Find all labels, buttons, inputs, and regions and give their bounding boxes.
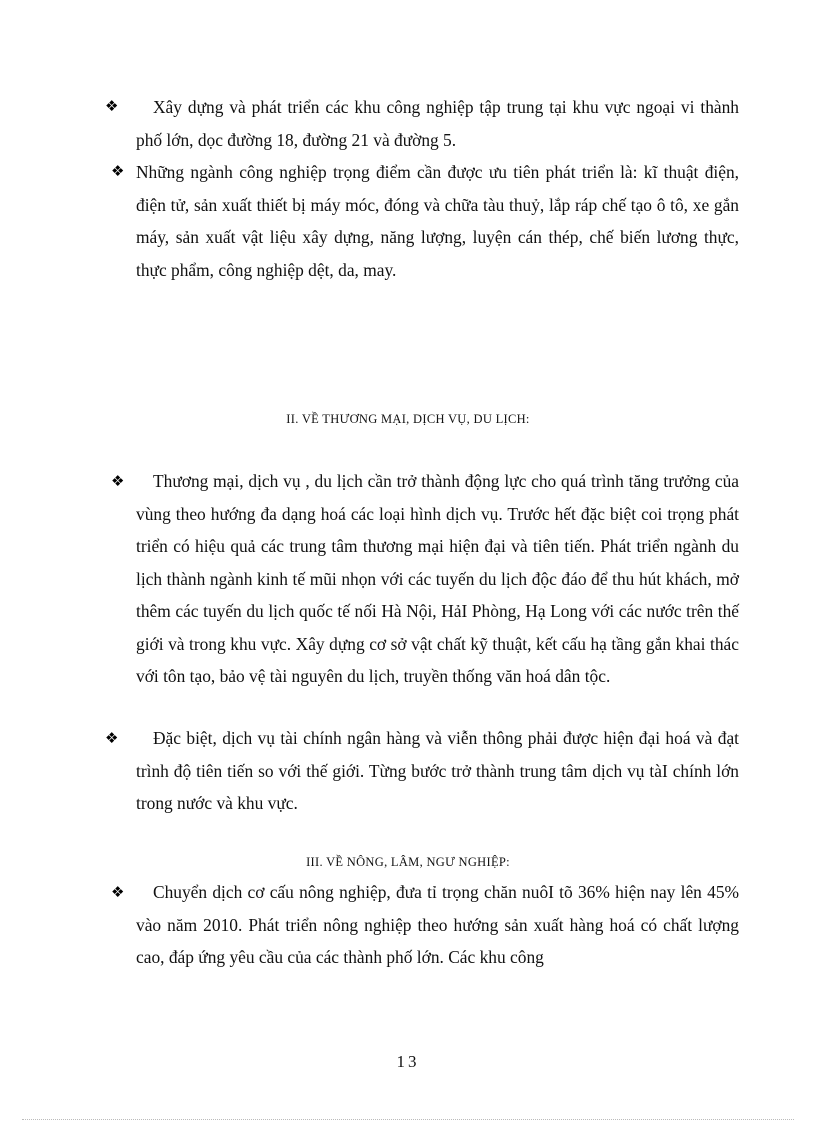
diamond-dots-icon: ❖ xyxy=(111,162,125,180)
diamond-dots-icon: ❖ xyxy=(111,883,125,901)
page-bottom-divider xyxy=(22,1119,794,1120)
paragraph-agriculture xyxy=(136,876,739,974)
paragraph-industrial-zones-text: Xây dựng và phát triển các khu công nghiệp tập trung tại khu vực ngoại vi thành phố lớn, dọc đường 18, đường 21 và đường 5. xyxy=(136,97,739,150)
section-heading-agriculture: III. VỀ NÔNG, LÂM, NGƯ NGHIỆP: xyxy=(306,855,510,869)
diamond-dots-icon: ❖ xyxy=(105,97,119,115)
diamond-dots-icon: ❖ xyxy=(105,729,119,747)
paragraph-industrial-zones xyxy=(136,91,739,156)
section-heading-trade: II. VỀ THƯƠNG MẠI, DỊCH VỤ, DU LỊCH: xyxy=(286,412,530,426)
paragraph-key-industries: Những ngành công nghiệp trọng điểm cần được ưu tiên phát triển là: kĩ thuật điện, điện tử, sản xuất thiết bị máy móc, đóng và chữa tàu thuỷ, lắp ráp chế tạo ô tô, xe gắn máy, sản xuất vật liệu xây dựng, năng lượng, luyện cán thép, chế biến lương thực, thực phẩm, công nghiệp dệt, da, may. xyxy=(136,162,739,280)
paragraph-trade-tourism-text: Thương mại, dịch vụ , du lịch cần trở thành động lực cho quá trình tăng trưởng của vùng theo hướng đa dạng hoá các loại hình dịch vụ. Trước hết đặc biệt coi trọng phát triển có hiệu quả các trung tâm thương mại hiện đại và tiên tiến. Phát triển ngành du lịch thành ngành kinh tế mũi nhọn với các tuyến du lịch độc đáo để thu hút khách, mở thêm các tuyến du lịch quốc tế nối Hà Nội, HảI Phòng, Hạ Long với các nước trên thế giới và trong khu vực. Xây dựng cơ sở vật chất kỹ thuật, kết cấu hạ tầng gắn khai thác với tôn tạo, bảo vệ tài nguyên du lịch, truyền thống văn hoá dân tộc. xyxy=(136,471,739,686)
paragraph-finance-telecom-text: Đặc biệt, dịch vụ tài chính ngân hàng và viễn thông phải được hiện đại hoá và đạt trình độ tiên tiến so với thế giới. Từng bước trở thành trung tâm dịch vụ tàI chính lớn trong nước và khu vực. xyxy=(136,728,739,813)
paragraph-trade-tourism xyxy=(136,465,739,693)
paragraph-finance-telecom xyxy=(136,722,739,820)
page-number: 13 xyxy=(396,1052,420,1071)
diamond-dots-icon: ❖ xyxy=(111,472,125,490)
paragraph-agriculture-text: Chuyển dịch cơ cấu nông nghiệp, đưa tỉ trọng chăn nuôI tõ 36% hiện nay lên 45% vào năm 2010. Phát triển nông nghiệp theo hướng sản xuất hàng hoá có chất lượng cao, đáp ứng yêu cầu của các thành phố lớn. Các khu công xyxy=(136,882,739,967)
